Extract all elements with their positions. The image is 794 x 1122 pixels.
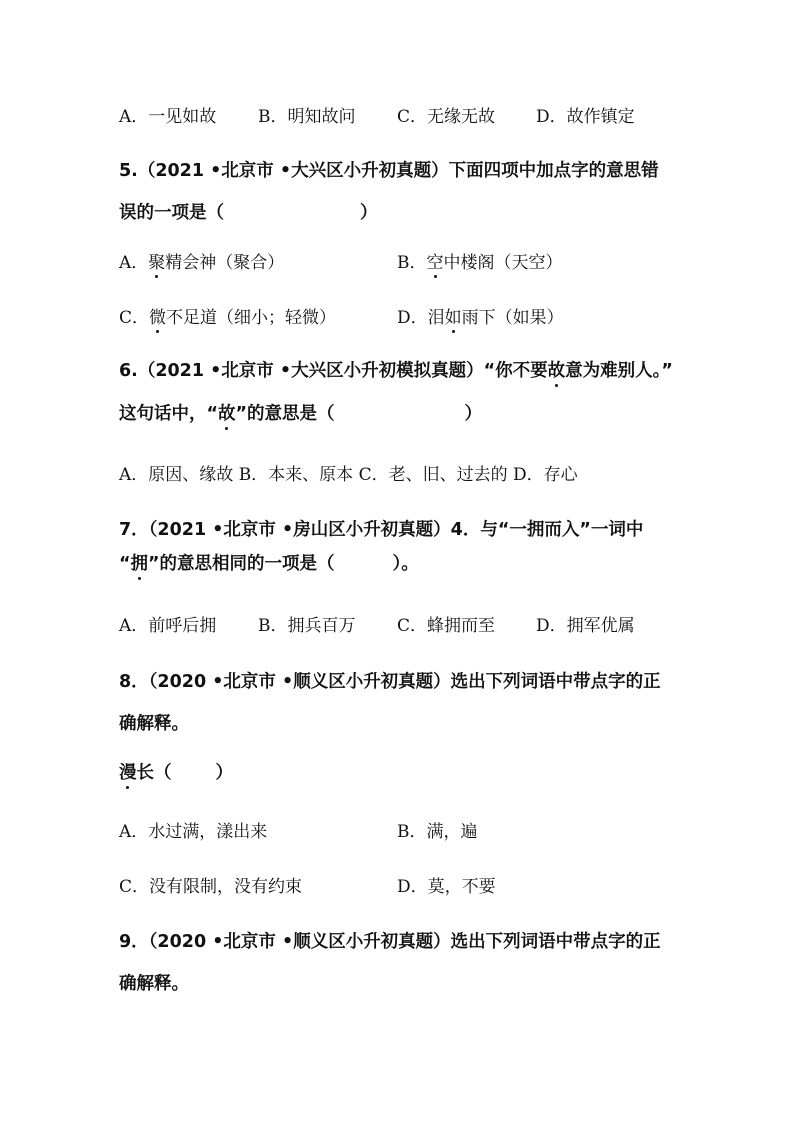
q7-stem-line2 xyxy=(119,556,419,574)
q5-stem-line2 xyxy=(119,205,378,223)
q8-word-line xyxy=(119,765,233,783)
q6-option-b: B．本来、原本 xyxy=(238,465,354,485)
option-text: 雨下（如果） xyxy=(461,308,564,328)
option-letter: B． xyxy=(397,253,427,273)
q6-option-c: C．老、旧、过去的 xyxy=(358,465,508,485)
q7-option-d: D．拥军优属 xyxy=(536,616,635,636)
close-paren: ） xyxy=(215,763,233,783)
q6-option-a: A．原因、缘故 xyxy=(119,465,234,485)
option-text: 中楼阁（天空） xyxy=(443,253,563,273)
q4-option-d: D．故作镇定 xyxy=(536,107,635,127)
q6-stem-line1 xyxy=(119,363,673,381)
q5-stem-line1: 5.（2021 •北京市 •大兴区小升初真题）下面四项中加点字的意思错 xyxy=(119,161,659,181)
stem-text: ”的意思相同的一项是（ xyxy=(148,554,335,574)
stem-text: “ xyxy=(119,554,131,574)
q8-option-c: C．没有限制，没有约束 xyxy=(119,877,303,897)
q5-close-paren: ） xyxy=(360,203,378,223)
q9-stem-line1: 9．（2020 •北京市 •顺义区小升初真题）选出下列词语中带点字的正 xyxy=(119,932,661,952)
q6-option-d: D．存心 xyxy=(513,465,578,485)
dotted-char: 故 xyxy=(218,404,236,424)
q8-stem-line2: 确解释。 xyxy=(119,714,189,734)
dotted-char: 拥 xyxy=(130,554,149,574)
q6-stem-line2 xyxy=(119,406,482,424)
q9-stem-line2: 确解释。 xyxy=(119,974,189,994)
dotted-char: 聚 xyxy=(148,253,166,273)
q7-option-c: C．蜂拥而至 xyxy=(397,616,496,636)
q4-option-a: A．一见如故 xyxy=(119,107,217,127)
q5-option-a xyxy=(119,255,284,272)
q8-stem-line1: 8．（2020 •北京市 •顺义区小升初真题）选出下列词语中带点字的正 xyxy=(119,672,661,692)
q8-option-a: A．水过满，漾出来 xyxy=(119,822,268,842)
stem-text: 6.（2021 •北京市 •大兴区小升初模拟真题）“你不要 xyxy=(119,361,548,381)
q7-option-a: A．前呼后拥 xyxy=(119,616,217,636)
q5-option-b xyxy=(397,255,563,272)
q8-option-d: D．莫，不要 xyxy=(397,877,496,897)
q4-option-b: B．明知故问 xyxy=(258,107,356,127)
q5-option-c xyxy=(119,310,336,327)
q5-option-d xyxy=(397,310,564,327)
option-text: 精会神（聚合） xyxy=(165,253,285,273)
q8-option-b: B．满，遍 xyxy=(397,822,478,842)
option-text: 不足道（细小；轻微） xyxy=(166,308,337,328)
close-paren: ） xyxy=(464,404,483,424)
q5-stem-text: 误的一项是（ xyxy=(119,203,224,223)
dotted-char: 漫 xyxy=(119,763,137,783)
q7-option-b: B．拥兵百万 xyxy=(258,616,356,636)
dotted-char: 故 xyxy=(547,361,566,381)
q6-options xyxy=(119,467,578,484)
stem-text: ”的意思是（ xyxy=(235,404,335,424)
dotted-char: 微 xyxy=(149,308,167,328)
q7-stem-line1: 7．（2021 •北京市 •房山区小升初真题）4．与“一拥而入”一词中 xyxy=(119,520,644,540)
option-text: D．泪 xyxy=(397,308,445,328)
dotted-char: 空 xyxy=(426,253,444,273)
q4-option-c: C．无缘无故 xyxy=(397,107,496,127)
stem-text: 这句话中，“ xyxy=(119,404,219,424)
dotted-char: 如 xyxy=(444,308,462,328)
close-paren: ）。 xyxy=(392,554,419,574)
option-letter: C． xyxy=(119,308,150,328)
stem-text: 意为难别人。” xyxy=(565,361,673,381)
word-text: 长（ xyxy=(136,763,172,783)
option-letter: A． xyxy=(119,253,149,273)
